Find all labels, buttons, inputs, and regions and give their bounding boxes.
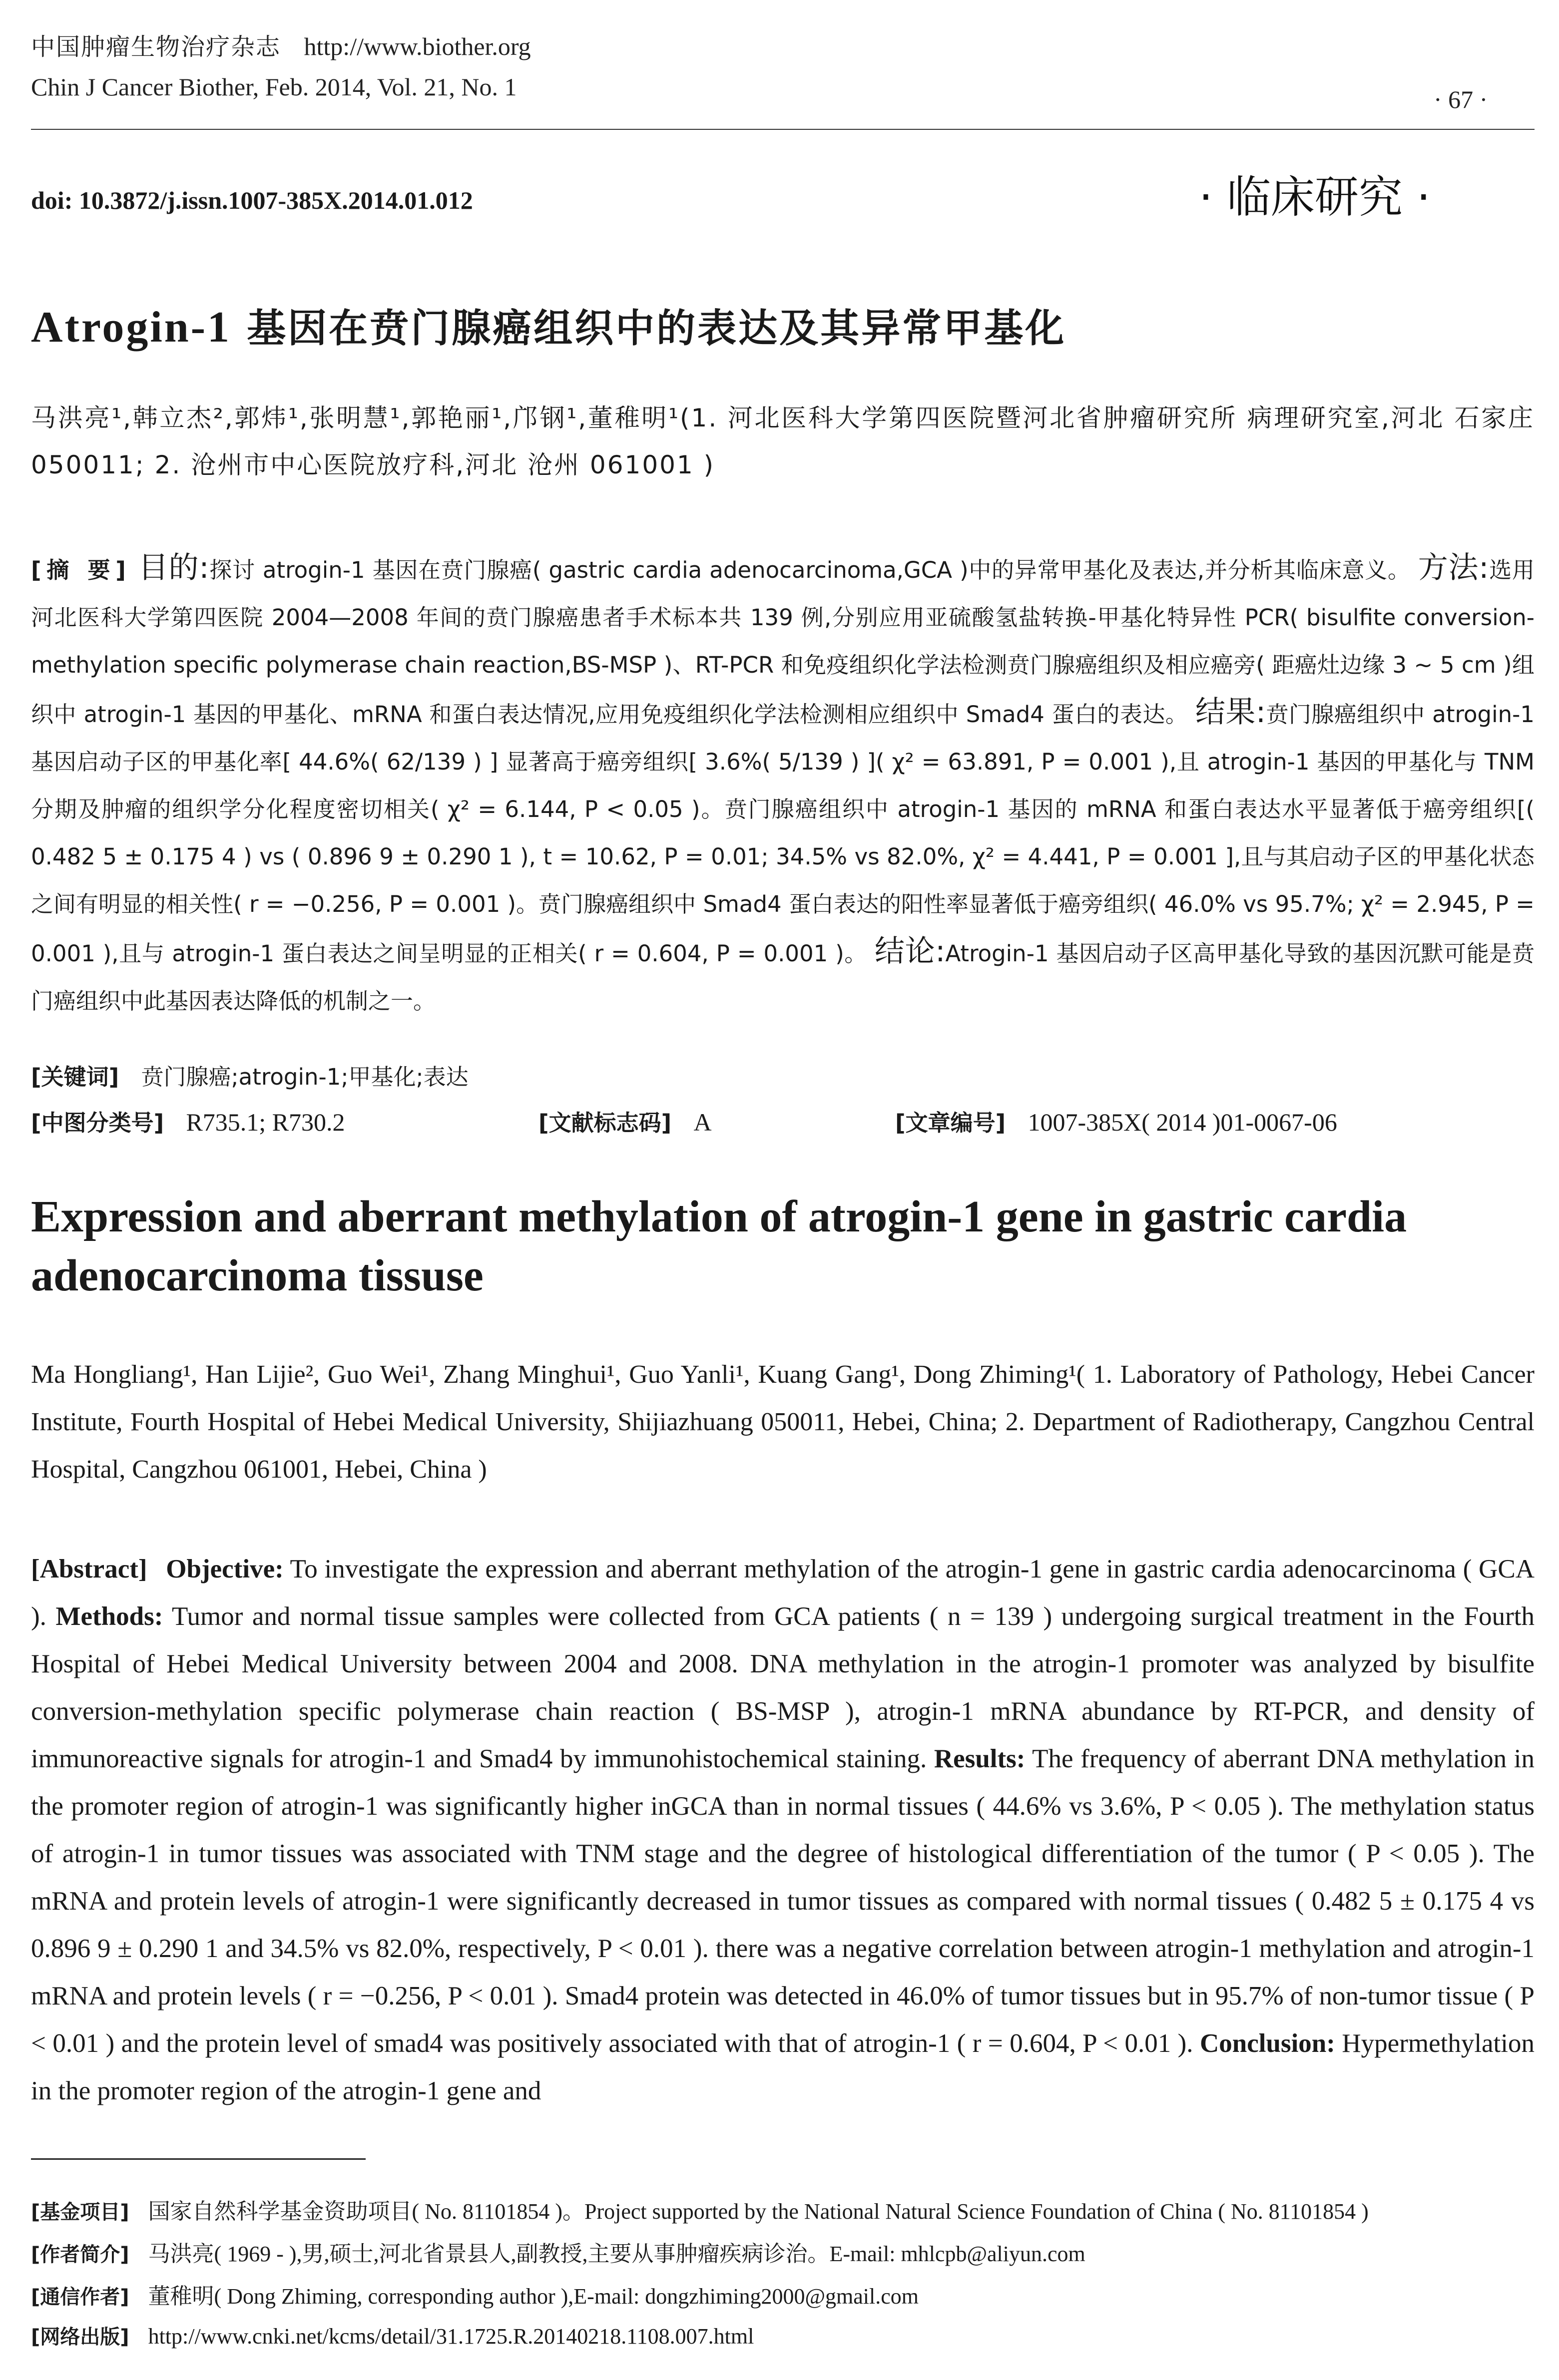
abstract-en bbox=[31, 1546, 1535, 2115]
footnote-author bbox=[31, 2236, 1085, 2268]
results-cn-text: 贲门腺癌组织中 atrogin-1 基因启动子区的甲基化率[ 44.6%( 62/139 ) ] 显著高于癌旁组织[ 3.6%( 5/139 ) ]( χ² = 63.891, P = 0.001 ),且 atrogin-1 基因的甲基化与 TNM 分期及肿瘤的组织学分化程度密切相关( χ² = 6.144, P < 0.05 )。贲门腺癌组织中 atrogin-1 基因的 mRNA 和蛋白表达水平显著低于癌旁组织[( 0.482 5 ± 0.175 4 ) vs ( 0.896 9 ± 0.290 1 ), t = 10.62, P = 0.01; 34.5% vs 82.0%, χ² = 4.441, P = 0.001 ],且与其启动子区的甲基化状态之间有明显的相关性( r = −0.256, P = 0.001 )。贲门腺癌组织中 Smad4 蛋白表达的阳性率显著低于癌旁组织( 46.0% vs 95.7%; χ² = 2.945, P = 0.001 ),且与 atrogin-1 蛋白表达之间呈明显的正相关( r = 0.604, P = 0.001 )。 bbox=[31, 701, 1535, 967]
article-number-row bbox=[895, 1105, 1337, 1137]
online-value: http://www.cnki.net/kcms/detail/31.1725.R.20140218.1108.007.html bbox=[148, 2324, 754, 2349]
doc-code-row bbox=[538, 1105, 712, 1137]
authors-cn: 马洪亮¹,韩立杰²,郭炜¹,张明慧¹,郭艳丽¹,邝钢¹,董稚明¹(1. 河北医科大学第四医院暨河北省肿瘤研究所 病理研究室,河北 石家庄 050011; 2. 沧州市中心医院放疗科,河北 沧州 061001 ) bbox=[31, 403, 1535, 479]
results-cn-head: 结果: bbox=[1195, 695, 1266, 730]
methods-cn-head: 方法: bbox=[1418, 550, 1489, 585]
journal-name-cn: 中国肿瘤生物治疗杂志 bbox=[31, 33, 281, 61]
objective-en-head: Objective: bbox=[166, 1555, 284, 1584]
title-cn-gene: Atrogin-1 bbox=[31, 303, 232, 352]
footnote-online bbox=[31, 2321, 754, 2350]
title-cn-rest: 基因在贲门腺癌组织中的表达及其异常甲基化 bbox=[231, 306, 1066, 351]
clc-value: R735.1; R730.2 bbox=[186, 1108, 345, 1136]
objective-en-text: To investigate the expression and aberrant methylation of the atrogin-1 gene in gastric cardia adenocarcinoma ( GCA ). bbox=[31, 1555, 1535, 1631]
fund-value: 国家自然科学基金资助项目( No. 81101854 )。Project supported by the National Natural Science Foundation of China ( No. 81101854 ) bbox=[148, 2199, 1369, 2224]
header-rule bbox=[31, 129, 1535, 130]
footnote-corresponding bbox=[31, 2278, 919, 2310]
methods-cn-text: 选用河北医科大学第四医院 2004—2008 年间的贲门腺癌患者手术标本共 139 例,分别应用亚硫酸氢盐转换-甲基化特异性 PCR( bisulfite conversion-methylation specific polymerase chain reaction,BS-MSP )、RT-PCR 和免疫组织化学法检测贲门腺癌组织及相应癌旁( 距癌灶边缘 3 ~ 5 cm )组织中 atrogin-1 基因的甲基化、mRNA 和蛋白表达情况,应用免疫组织化学法检测相应组织中 Smad4 蛋白的表达。 bbox=[31, 557, 1535, 728]
section-tag: · 临床研究 · bbox=[1199, 171, 1431, 223]
clc-label: [中图分类号] bbox=[31, 1110, 164, 1136]
conclusion-cn-head: 结论: bbox=[874, 934, 946, 969]
journal-citation-en: Chin J Cancer Biother, Feb. 2014, Vol. 21, No. 1 bbox=[31, 73, 517, 101]
article-number-value: 1007-385X( 2014 )01-0067-06 bbox=[1028, 1108, 1337, 1136]
online-label: [网络出版] bbox=[31, 2326, 129, 2349]
running-header-line-1 bbox=[31, 27, 531, 62]
keywords-cn-value: 贲门腺癌;atrogin-1;甲基化;表达 bbox=[141, 1064, 469, 1090]
corresponding-label: [通信作者] bbox=[31, 2286, 129, 2309]
journal-url: http://www.biother.org bbox=[304, 32, 531, 60]
objective-cn-text: 探讨 atrogin-1 基因在贲门腺癌( gastric cardia adenocarcinoma,GCA )中的异常甲基化及表达,并分析其临床意义。 bbox=[209, 557, 1411, 583]
objective-cn-head: 目的: bbox=[138, 550, 209, 585]
author-value: 马洪亮( 1969 - ),男,硕士,河北省景县人,副教授,主要从事肿瘤疾病诊治。E-mail: mhlcpb@aliyun.com bbox=[148, 2242, 1085, 2266]
conclusion-en-head: Conclusion: bbox=[1199, 2029, 1335, 2058]
title-cn bbox=[31, 297, 1066, 353]
article-number-label: [文章编号] bbox=[895, 1110, 1006, 1136]
doi: doi: 10.3872/j.issn.1007-385X.2014.01.012 bbox=[31, 186, 473, 214]
doc-code-value: A bbox=[693, 1108, 712, 1136]
results-en-text: The frequency of aberrant DNA methylation in the promoter region of atrogin-1 was significantly higher inGCA than in normal tissues ( 44.6% vs 3.6%, P < 0.05 ). The methylation status of atrogin-1 in tumor tissues was associated with TNM stage and the degree of histological differentiation of the tumor ( P < 0.05 ). The mRNA and protein levels of atrogin-1 were significantly decreased in tumor tissues as compared with normal tissues ( 0.482 5 ± 0.175 4 vs 0.896 9 ± 0.290 1 and 34.5% vs 82.0%, respectively, P < 0.01 ). there was a negative correlation between atrogin-1 methylation and atrogin-1 mRNA and protein levels ( r = −0.256, P < 0.01 ). Smad4 protein was detected in 46.0% of tumor tissues but in 95.7% of non-tumor tissue ( P < 0.01 ) and the protein level of smad4 was positively associated with that of atrogin-1 ( r = 0.604, P < 0.01 ). bbox=[31, 1744, 1535, 2058]
results-en-head: Results: bbox=[934, 1744, 1026, 1773]
conclusion-cn-text: Atrogin-1 基因启动子区高甲基化导致的基因沉默可能是贲门癌组织中此基因表达降低的机制之一。 bbox=[31, 940, 1535, 1014]
author-label: [作者简介] bbox=[31, 2243, 129, 2266]
page-number: · 67 · bbox=[1434, 85, 1488, 113]
methods-en-text: Tumor and normal tissue samples were collected from GCA patients ( n = 139 ) undergoing surgical treatment in the Fourth Hospital of Hebei Medical University between 2004 and 2008. DNA methylation in the atrogin-1 promoter was analyzed by bisulfite conversion-methylation specific polymerase chain reaction ( BS-MSP ), atrogin-1 mRNA abundance by RT-PCR, and density of immunoreactive signals for atrogin-1 and Smad4 by immunohistochemical staining. bbox=[31, 1602, 1535, 1773]
clc-row bbox=[31, 1105, 345, 1137]
footnote-fund bbox=[31, 2193, 1369, 2225]
title-en: Expression and aberrant methylation of atrogin-1 gene in gastric cardia adenocarcinoma tissuse bbox=[31, 1192, 1407, 1300]
methods-en-head: Methods: bbox=[55, 1602, 163, 1631]
corresponding-value: 董稚明( Dong Zhiming, corresponding author ),E-mail: dongzhiming2000@gmail.com bbox=[148, 2284, 919, 2309]
abstract-en-label: [Abstract] bbox=[31, 1555, 147, 1584]
abstract-cn bbox=[31, 544, 1535, 1025]
keywords-cn-label: [关键词] bbox=[31, 1064, 119, 1090]
footnote-rule bbox=[31, 2158, 366, 2160]
authors-en: Ma Hongliang¹, Han Lijie², Guo Wei¹, Zhang Minghui¹, Guo Yanli¹, Kuang Gang¹, Dong Zhiming¹( 1. Laboratory of Pathology, Hebei Cancer Institute, Fourth Hospital of Hebei Medical University, Shijiazhuang 050011, Hebei, China; 2. Department of Radiotherapy, Cangzhou Central Hospital, Cangzhou 061001, Hebei, China ) bbox=[31, 1360, 1535, 1484]
abstract-cn-label: [摘 要] bbox=[31, 557, 131, 583]
fund-label: [基金项目] bbox=[31, 2201, 129, 2224]
doc-code-label: [文献标志码] bbox=[538, 1110, 672, 1136]
keywords-cn bbox=[31, 1059, 469, 1091]
conclusion-en-text: Hypermethylation in the promoter region of the atrogin-1 gene and bbox=[31, 2029, 1535, 2105]
